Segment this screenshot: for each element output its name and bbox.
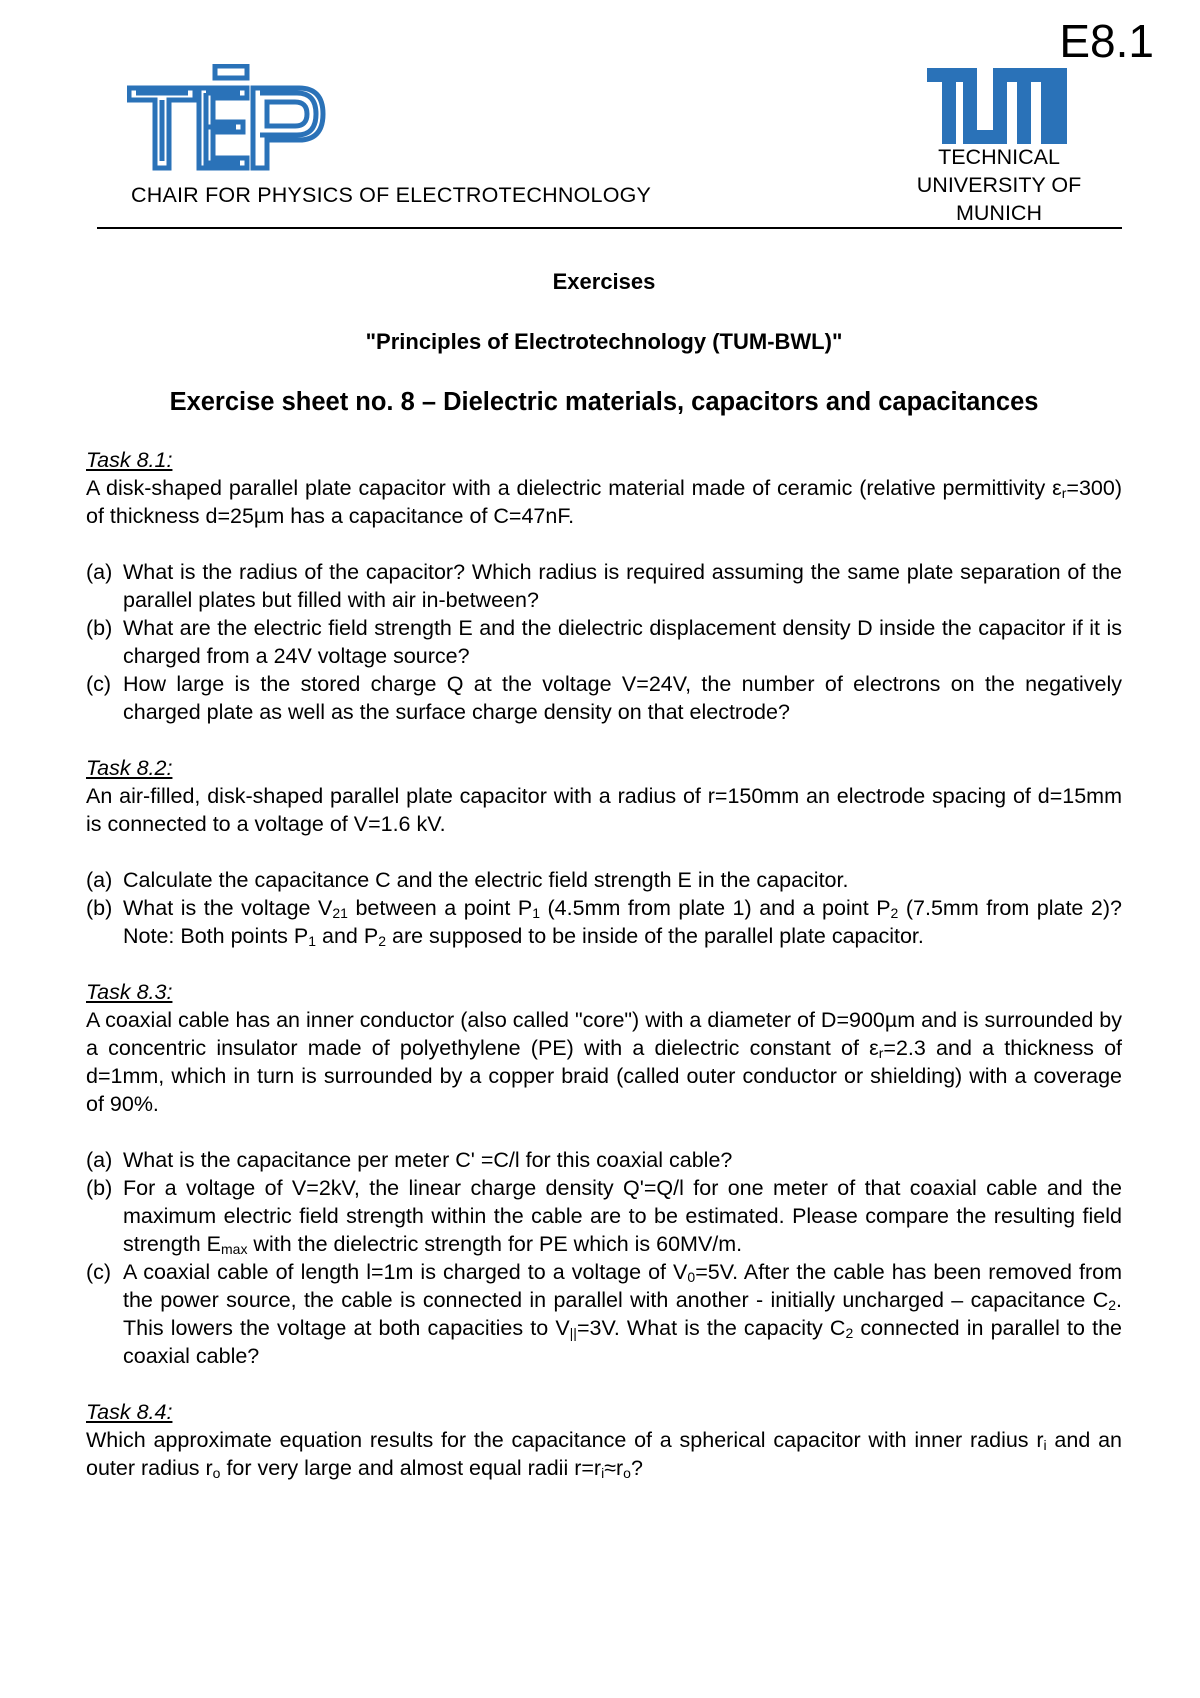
task-parts	[86, 558, 1122, 726]
task-8-2	[86, 754, 1122, 950]
task-part-c	[86, 1258, 1122, 1370]
task-part-a	[86, 866, 1122, 894]
exercises-heading: Exercises	[552, 269, 656, 294]
page-number: E8.1	[1059, 15, 1154, 67]
task-parts	[86, 1146, 1122, 1370]
part-text: How large is the stored charge Q at the voltage V=24V, the number of electrons on the negatively charged plate as well as the surface charge density on that electrode?	[123, 672, 1122, 724]
task-intro: Which approximate equation results for the capacitance of a spherical capacitor with inner radius $r_i$ and an outer radius $r_o$ for very large and almost equal radii $r=r_i\approx r_o$?	[86, 1428, 1122, 1481]
part-text: What are the electric field strength E and the dielectric displacement density D inside the capacitor if it is charged from a 24V voltage source?	[123, 616, 1122, 668]
part-label: (a)	[86, 560, 113, 584]
part-text: What is the voltage $V_{21}$ between a point $P_1$ (4.5mm from plate 1) and a point $P_2$ (7.5mm from plate 2)? Note: Both points $P_1$ and $P_2$ are supposed to be inside of the parallel plate capacitor.	[123, 896, 1122, 949]
part-text: What is the radius of the capacitor? Which radius is required assuming the same plate separation of the parallel plates but filled with air in-between?	[123, 560, 1122, 612]
task-intro: A disk-shaped parallel plate capacitor with a dielectric material made of ceramic (relative permittivity $\varepsilon_r=300$) of thickness d=25µm has a capacitance of C=47nF.	[86, 476, 1122, 528]
sheet-title: Exercise sheet no. 8 – Dielectric materials, capacitors and capacitances	[169, 388, 1039, 416]
part-text: For a voltage of V=2kV, the linear charge density Q'=Q/l for one meter of that coaxial cable and the maximum electric field strength within the cable are to be estimated. Please compare the resulting field strength $E_{max}$ with the dielectric strength for PE which is 60MV/m.	[123, 1176, 1122, 1257]
university-name	[890, 143, 1108, 227]
task-part-b	[86, 614, 1122, 670]
part-label: (b)	[86, 896, 113, 920]
task-8-3	[86, 978, 1122, 1370]
task-8-1	[86, 446, 1122, 726]
task-intro: An air-filled, disk-shaped parallel plate capacitor with a radius of r=150mm an electrode spacing of d=15mm is connected to a voltage of V=1.6 kV.	[86, 784, 1122, 836]
task-part-a	[86, 1146, 1122, 1174]
part-text: Calculate the capacitance C and the electric field strength E in the capacitor.	[123, 868, 849, 892]
task-part-c	[86, 670, 1122, 726]
header-divider	[97, 227, 1122, 229]
task-title: Task 8.1:	[86, 448, 173, 472]
part-label: (c)	[86, 672, 112, 696]
task-intro: A coaxial cable has an inner conductor (also called "core") with a diameter of D=900µm and is surrounded by a concentric insulator made of polyethylene (PE) with a dielectric constant of $\varepsilon_r=2.3$ and a thickness of d=1mm, which in turn is surrounded by a copper braid (called outer conductor or shielding) with a coverage of 90%.	[86, 1008, 1123, 1116]
task-part-b	[86, 894, 1122, 950]
task-part-a	[86, 558, 1122, 614]
part-label: (a)	[86, 1148, 113, 1172]
university-line-1: TECHNICAL	[938, 145, 1060, 169]
university-line-3: MUNICH	[956, 201, 1042, 225]
task-parts	[86, 866, 1122, 950]
part-text: What is the capacitance per meter C' =C/l for this coaxial cable?	[123, 1148, 733, 1172]
part-label: (b)	[86, 616, 113, 640]
tep-logo	[127, 64, 327, 174]
chair-name: CHAIR FOR PHYSICS OF ELECTROTECHNOLOGY	[131, 183, 652, 207]
part-label: (a)	[86, 868, 113, 892]
university-line-2: UNIVERSITY OF	[916, 173, 1082, 197]
part-label: (b)	[86, 1176, 113, 1200]
exercise-sheet-body	[86, 268, 1122, 1482]
part-text: A coaxial cable of length l=1m is charged to a voltage of $V_0=5V$. After the cable has been removed from the power source, the cable is connected in parallel with another - initially uncharged – capacitance $C_2$. This lowers the voltage at both capacities to $V_{||}=3V$. What is the capacity $C_2$ connected in parallel to the coaxial cable?	[123, 1260, 1122, 1368]
tum-logo	[927, 68, 1067, 144]
task-title: Task 8.4:	[86, 1400, 173, 1424]
task-8-4	[86, 1398, 1122, 1482]
course-title: "Principles of Electrotechnology (TUM-BWL)"	[365, 329, 843, 354]
task-title: Task 8.2:	[86, 756, 173, 780]
part-label: (c)	[86, 1260, 112, 1284]
task-part-b	[86, 1174, 1122, 1258]
task-title: Task 8.3:	[86, 980, 173, 1004]
